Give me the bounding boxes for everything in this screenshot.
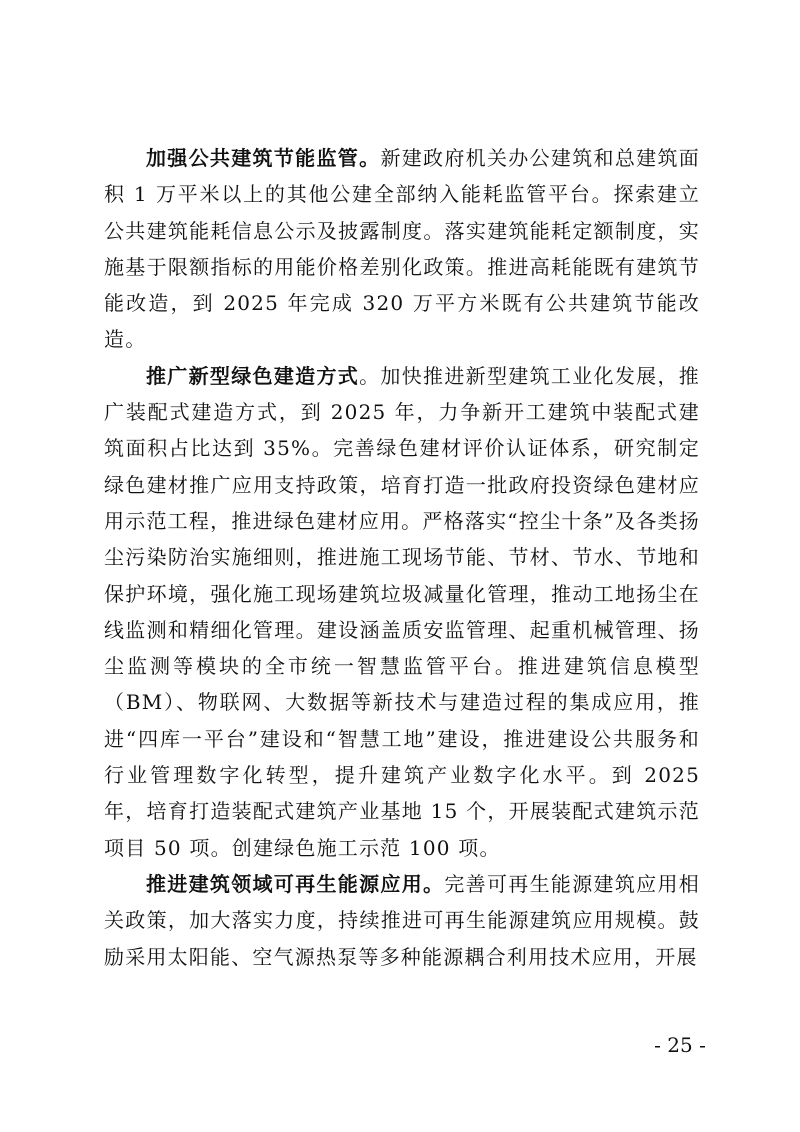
paragraph-renewable-energy: [104, 866, 700, 975]
paragraph-green-construction: [104, 358, 700, 866]
page-number: - 25 -: [654, 1033, 706, 1057]
paragraph-body: 新建政府机关办公建筑和总建筑面积 1 万平米以上的其他公建全部纳入能耗监管平台。探索建立公共建筑能耗信息公示及披露制度。落实建筑能耗定额制度，实施基于限额指标的用能价格差别化政策。推进高耗能既有建筑节能改造，到 2025 年完成 320 万平方米既有公共建筑节能改造。: [104, 146, 701, 352]
paragraph-public-building-supervision: [104, 140, 700, 358]
paragraph-body: 完善可再生能源建筑应用相关政策，加大落实力度，持续推进可再生能源建筑应用规模。鼓励采用太阳能、空气源热泵等多种能源耦合利用技术应用，开展: [104, 871, 700, 969]
paragraph-body: 。加快推进新型建筑工业化发展，推广装配式建造方式，到 2025 年，力争新开工建筑中装配式建筑面积占比达到 35%。完善绿色建材评价认证体系，研究制定绿色建材推广应用支持政策，培育打造一批政府投资绿色建材应用示范工程，推进绿色建材应用。严格落实“控尘十条”及各类扬尘污染防治实施细则，推进施工现场节能、节材、节水、节地和保护环境，强化施工现场建筑垃圾减量化管理，推动工地扬尘在线监测和精细化管理。建设涵盖质安监管理、起重机械管理、扬尘监测等模块的全市统一智慧监管平台。推进建筑信息模型（BM）、物联网、大数据等新技术与建造过程的集成应用，推进“四库一平台”建设和“智慧工地”建设，推进建设公共服务和行业管理数字化转型，提升建筑产业数字化水平。到 2025 年，培育打造装配式建筑产业基地 15 个，开展装配式建筑示范项目 50 项。创建绿色施工示范 100 项。: [104, 363, 701, 860]
paragraph-heading: 推进建筑领域可再生能源应用。: [146, 871, 445, 896]
paragraph-heading: 推广新型绿色建造方式: [146, 363, 360, 388]
paragraph-heading: 加强公共建筑节能监管。: [146, 146, 381, 170]
body-text: [104, 140, 700, 975]
